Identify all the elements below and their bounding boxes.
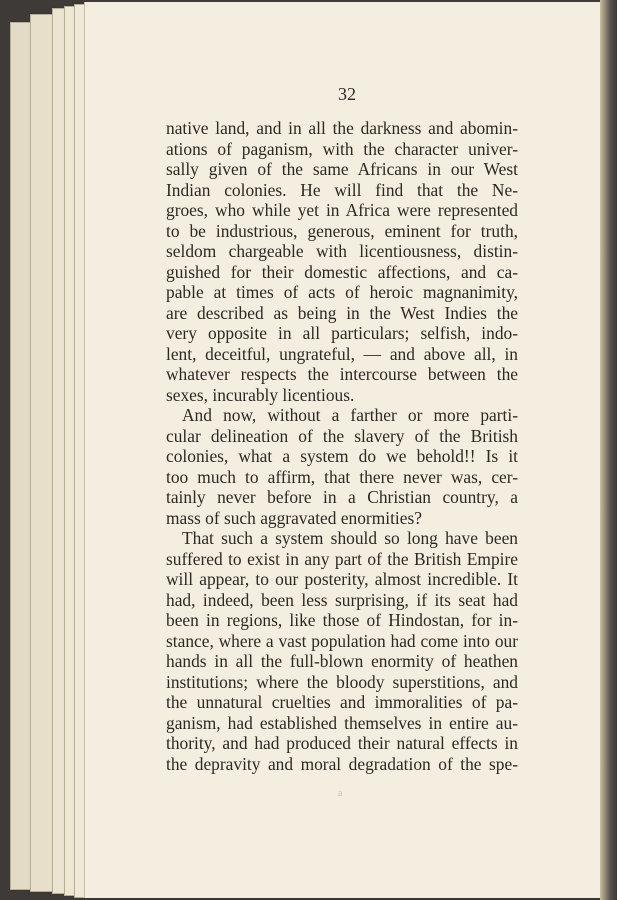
text-line: lent, deceitful, ungrateful, — and above all, in xyxy=(166,343,518,364)
text-line: institutions; where the bloody superstitions, and xyxy=(166,671,518,692)
text-line: the unnatural cruelties and immoralities of pa- xyxy=(166,692,518,712)
text-line: thority, and had produced their natural effects in xyxy=(166,733,518,753)
text-line: tainly never before in a Christian country, a xyxy=(166,487,518,507)
text-line: whatever respects the intercourse between the xyxy=(166,364,518,384)
text-line: too much to affirm, that there never was, cer- xyxy=(166,466,518,487)
text-line: colonies, what a system do we behold!! Is it xyxy=(166,446,518,466)
text-line: hands in all the full-blown enormity of heathen xyxy=(166,651,518,671)
text-line: native land, and in all the darkness and abomin- xyxy=(166,118,518,138)
book-gutter-shadow xyxy=(600,0,617,900)
text-line: to be industrious, generous, eminent for truth, xyxy=(166,220,518,241)
text-line: very opposite in all particulars; selfish, indo- xyxy=(166,323,518,343)
text-line: ations of paganism, with the character univer- xyxy=(166,138,518,159)
text-line: sally given of the same Africans in our West xyxy=(166,159,518,179)
text-line: Indian colonies. He will find that the Ne- xyxy=(166,179,518,200)
text-line: And now, without a farther or more parti- xyxy=(182,405,518,425)
text-line: groes, who while yet in Africa were represented xyxy=(166,200,518,220)
page-text xyxy=(166,118,518,774)
text-line: will appear, to our posterity, almost incredible. It xyxy=(166,569,518,589)
text-line: the depravity and moral degradation of the spe- xyxy=(166,753,518,774)
text-line: cular delineation of the slavery of the British xyxy=(166,425,518,446)
page-number: 32 xyxy=(338,84,356,104)
text-line: seldom chargeable with licentiousness, distin- xyxy=(166,241,518,261)
text-line: suffered to exist in any part of the British Empire xyxy=(166,548,518,569)
text-line: pable at times of acts of heroic magnanimity, xyxy=(166,282,518,302)
text-line: been in regions, like those of Hindostan, for in- xyxy=(166,610,518,630)
text-line: sexes, incurably licentious. xyxy=(166,384,355,405)
text-line: stance, where a vast population had come into our xyxy=(166,630,518,651)
text-line: are described as being in the West Indies the xyxy=(166,302,518,323)
text-line: had, indeed, been less surprising, if its seat had xyxy=(166,589,518,610)
signature-mark: a xyxy=(338,788,343,799)
text-line: That such a system should so long have been xyxy=(182,528,518,548)
text-line: guished for their domestic affections, and ca- xyxy=(166,261,518,282)
text-line: ganism, had established themselves in entire au- xyxy=(166,712,518,733)
text-line: mass of such aggravated enormities? xyxy=(166,507,422,528)
